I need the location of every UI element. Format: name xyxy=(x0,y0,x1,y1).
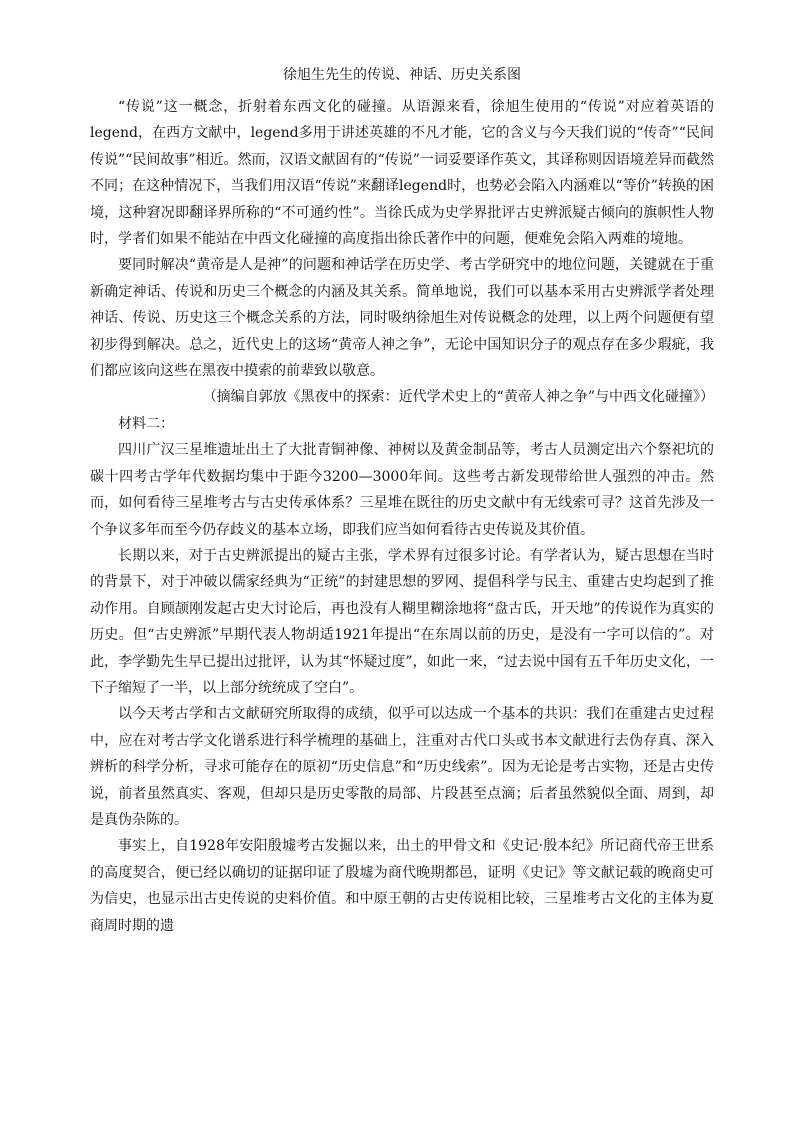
material-two-label: 材料二： xyxy=(118,415,174,432)
paragraph-1: “传说”这一概念，折射着东西文化的碰撞。从语源来看，徐旭生使用的“传说”对应着英语的legend，在西方文献中，legend多用于讲述英雄的不凡才能，它的含义与今天我们说的“传奇”“民间传说”“民间故事”相近。然而，汉语文献固有的“传说”一词妥要译作英文，其译称则因语境差异而截然不同；在这种情况下，当我们用汉语“传说”来翻译legend时，也势必会陷入内涵难以“等价”转换的困境，这种窘况即翻译界所称的“不可通约性”。当徐氏成为史学界批评古史辨派疑古倾向的旗帜性人物时，学者们如果不能站在中西文化碰撞的高度指出徐氏著作中的问题，便难免会陷入两难的境地。 xyxy=(90,99,714,248)
paragraph-4: 长期以来，对于古史辨派提出的疑古主张，学术界有过很多讨论。有学者认为，疑古思想在当时的背景下，对于冲破以儒家经典为“正统”的封建思想的罗网、提倡科学与民主、重建古史均起到了推动作用。自顾颉刚发起古史大讨论后，再也没有人糊里糊涂地将“盘古氏，开天地”的传说作为真实的历史。但“古史辨派”早期代表人物胡适1921年提出“在东周以前的历史，是没有一字可以信的”。对此，李学勤先生早已提出过批评，认为其“怀疑过度”，如此一来，“过去说中国有五千年历史文化，一下子缩短了一半，以上部分统统成了空白”。 xyxy=(90,547,714,696)
paragraph-5: 以今天考古学和古文献研究所取得的成绩，似乎可以达成一个基本的共识：我们在重建古史过程中，应在对考古学文化谱系进行科学梳理的基础上，注重对古代口头或书本文献进行去伪存真、深入辨析的科学分析，寻求可能存在的原初“历史信息”和“历史线索”。因为无论是考古实物，还是古史传说，前者虽然真实、客观，但却只是历史零散的局部、片段甚至点滴；后者虽然貌似全面、周到，却是真伪杂陈的。 xyxy=(90,706,714,828)
document-body xyxy=(90,64,714,939)
paragraph-6: 事实上，自1928年安阳殷墟考古发掘以来，出土的甲骨文和《史记·殷本纪》所记商代帝王世系的高度契合，便已经以确切的证据印证了殷墟为商代晚期都邑，证明《史记》等文献记载的晚商史可为信史，也显示出古史传说的史料价值。和中原王朝的古史传说相比较，三星堆考古文化的主体为夏商周时期的遗 xyxy=(90,838,714,934)
figure-caption: 徐旭生先生的传说、神话、历史关系图 xyxy=(283,67,521,83)
paragraph-3: 四川广汉三星堆遗址出土了大批青铜神像、神树以及黄金制品等，考古人员测定出六个祭祀坑的碳十四考古学年代数据均集中于距今3200—3000年间。这些考古新发现带给世人强烈的冲击。然而，如何看待三星堆考古与古史传承体系？三星堆在既往的历史文献中有无线索可寻？这首先涉及一个争议多年而至今仍存歧义的基本立场，即我们应当如何看待古史传说及其价值。 xyxy=(90,442,714,538)
paragraph-2: 要同时解决“黄帝是人是神”的问题和神话学在历史学、考古学研究中的地位问题，关键就在于重新确定神话、传说和历史三个概念的内涵及其关系。简单地说，我们可以基本采用古史辨派学者处理神话、传说、历史这三个概念关系的方法，同时吸纳徐旭生对传说概念的处理，以上两个问题便有望初步得到解决。总之，近代史上的这场“黄帝人神之争”，无论中国知识分子的观点存在多少瑕疵，我们都应该向这些在黑夜中摸索的前辈致以敬意。 xyxy=(90,257,714,380)
source-citation: （摘编自郭放《黑夜中的探索：近代学术史上的“黄帝人神之争”与中西文化碰撞》） xyxy=(202,389,714,406)
